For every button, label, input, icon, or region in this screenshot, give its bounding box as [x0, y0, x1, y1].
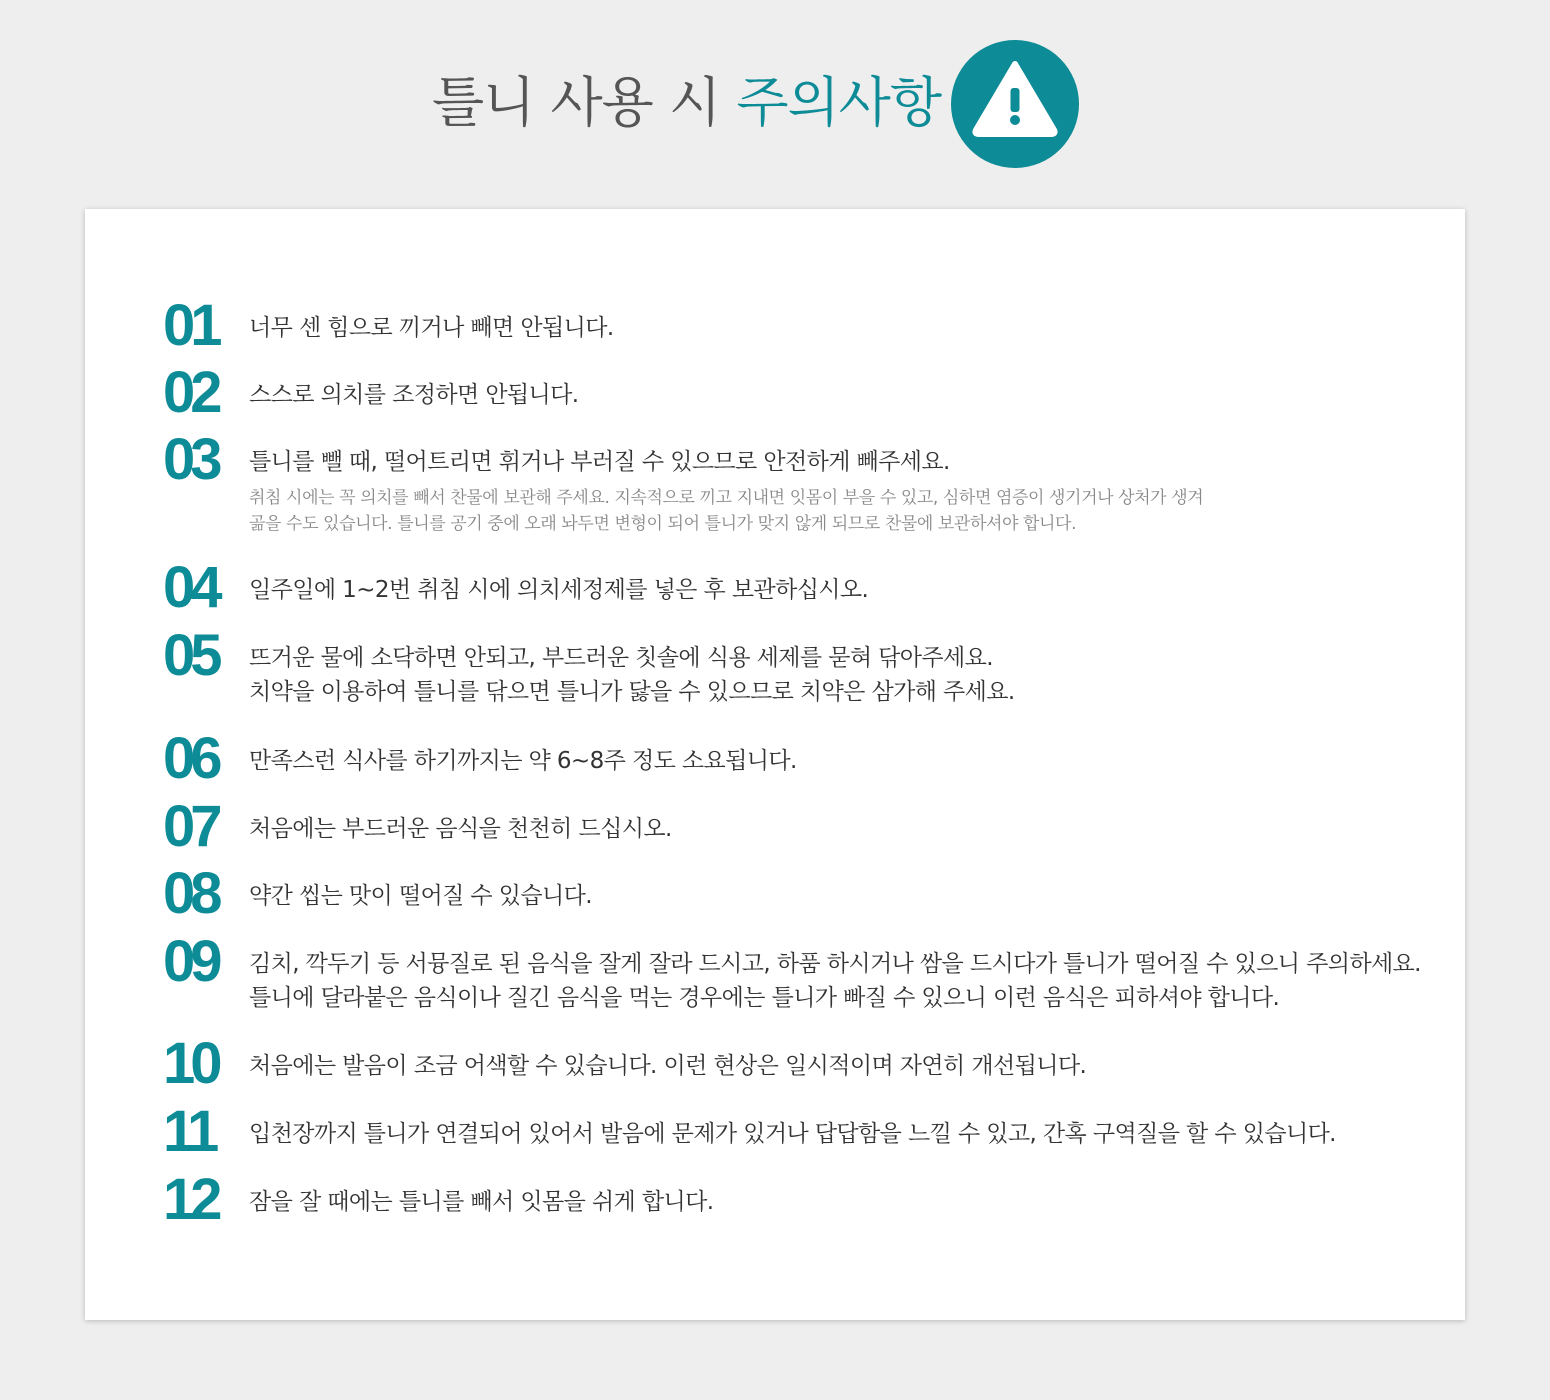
item-text-line: 너무 센 힘으로 끼거나 빼면 안됩니다. — [249, 315, 614, 341]
item-number: 04 — [163, 555, 218, 620]
item-text — [249, 641, 1449, 709]
item-text — [249, 879, 1449, 913]
item-text-line: 치약을 이용하여 틀니를 닦으면 틀니가 닳을 수 있으므로 치약은 삼가해 주세요. — [249, 679, 1015, 705]
item-text-line: 입천장까지 틀니가 연결되어 있어서 발음에 문제가 있거나 답답함을 느낄 수 있고, 간혹 구역질을 할 수 있습니다. — [249, 1121, 1336, 1147]
item-number: 09 — [163, 929, 218, 994]
item-number: 05 — [163, 623, 218, 688]
item-number: 08 — [163, 861, 218, 926]
item-text-line: 뜨거운 물에 소닥하면 안되고, 부드러운 칫솔에 식용 세제를 묻혀 닦아주세요. — [249, 645, 993, 671]
item-note — [249, 485, 1449, 537]
item-text-line: 잠을 잘 때에는 틀니를 빼서 잇몸을 쉬게 합니다. — [249, 1189, 714, 1215]
item-text — [249, 1117, 1449, 1151]
item-text — [249, 744, 1449, 778]
item-text-line: 일주일에 1~2번 취침 시에 의치세정제를 넣은 후 보관하십시오. — [249, 577, 869, 603]
item-text — [249, 1185, 1449, 1219]
page-header — [0, 40, 1550, 168]
item-text-line: 틀니에 달라붙은 음식이나 질긴 음식을 먹는 경우에는 틀니가 빠질 수 있으니 이런 음식은 피하셔야 합니다. — [249, 985, 1280, 1011]
page-title — [432, 68, 941, 138]
item-number: 10 — [163, 1031, 218, 1096]
item-text-line: 처음에는 발음이 조금 어색할 수 있습니다. 이런 현상은 일시적이며 자연히 개선됩니다. — [249, 1053, 1087, 1079]
item-text-line: 김치, 깍두기 등 서뮹질로 된 음식을 잘게 잘라 드시고, 하품 하시거나 쌈을 드시다가 틀니가 떨어질 수 있으니 주의하세요. — [249, 951, 1421, 977]
item-text — [249, 445, 1449, 479]
item-number: 01 — [163, 293, 218, 358]
item-number: 11 — [163, 1099, 215, 1164]
item-text-line: 스스로 의치를 조정하면 안됩니다. — [249, 382, 579, 408]
warning-icon — [951, 40, 1079, 168]
item-note-line: 곪을 수도 있습니다. 틀니를 공기 중에 오래 놔두면 변형이 되어 틀니가 맞지 않게 되므로 찬물에 보관하셔야 합니다. — [249, 514, 1077, 534]
precautions-card — [85, 209, 1465, 1320]
item-number: 02 — [163, 360, 218, 425]
item-note-line: 취침 시에는 꼭 의치를 빼서 찬물에 보관해 주세요. 지속적으로 끼고 지내면 잇몸이 부을 수 있고, 심하면 염증이 생기거나 상처가 생겨 — [249, 488, 1204, 508]
item-text — [249, 947, 1449, 1015]
warning-badge — [951, 40, 1079, 168]
title-accent: 주의사항 — [736, 71, 941, 134]
item-text — [249, 1049, 1449, 1083]
item-text-line: 약간 씹는 맛이 떨어질 수 있습니다. — [249, 883, 592, 909]
item-number: 12 — [163, 1167, 218, 1232]
item-text — [249, 378, 1449, 412]
item-text-line: 만족스런 식사를 하기까지는 약 6~8주 정도 소요됩니다. — [249, 748, 797, 774]
title-main: 틀니 사용 시 — [432, 71, 737, 134]
item-text — [249, 573, 1449, 607]
item-text — [249, 311, 1449, 345]
item-text-line: 처음에는 부드러운 음식을 천천히 드십시오. — [249, 816, 672, 842]
item-text-line: 틀니를 뺄 때, 떨어트리면 휘거나 부러질 수 있으므로 안전하게 빼주세요. — [249, 449, 950, 475]
item-number: 06 — [163, 726, 218, 791]
item-number: 03 — [163, 427, 218, 492]
item-text — [249, 812, 1449, 846]
item-number: 07 — [163, 794, 218, 859]
